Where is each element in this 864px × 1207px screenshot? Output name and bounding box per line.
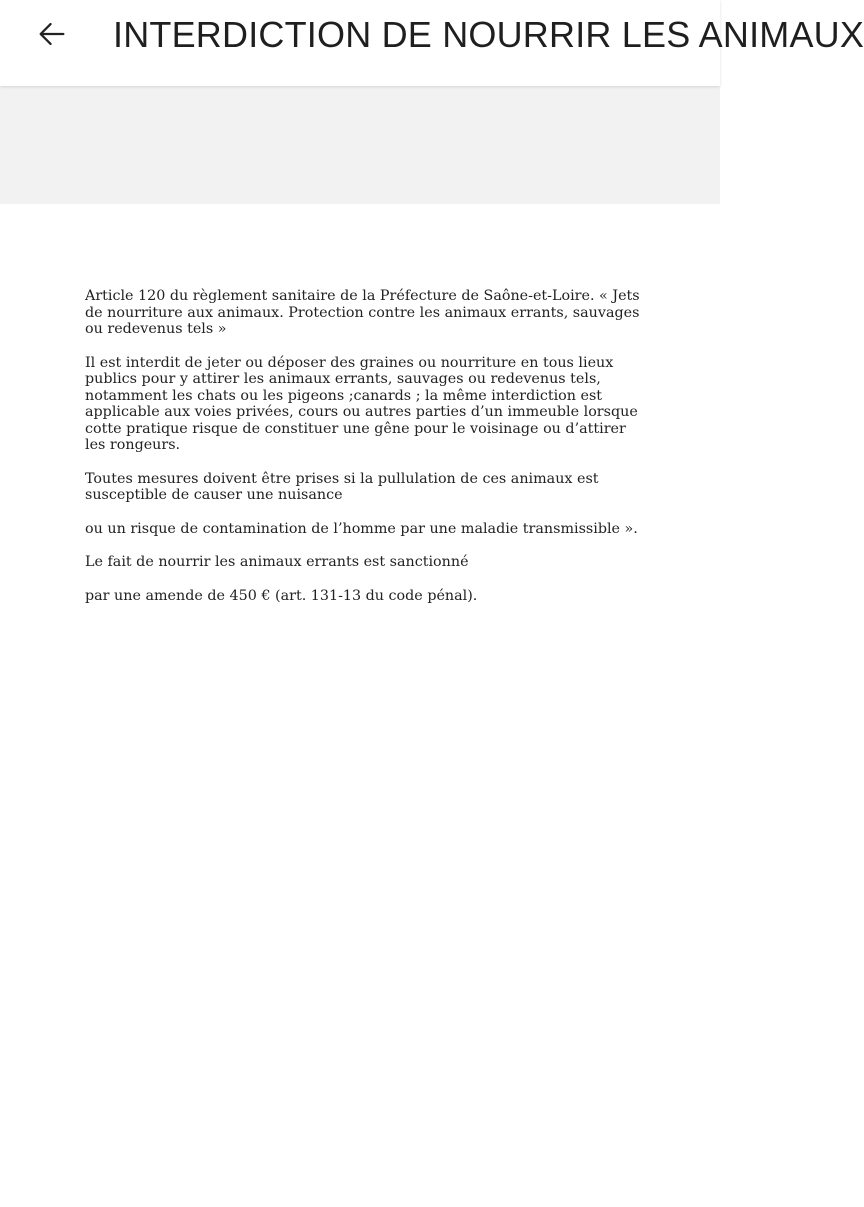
page-title: INTERDICTION DE NOURRIR LES ANIMAUX	[113, 14, 864, 55]
top-app-bar	[0, 0, 864, 86]
paragraph-interdiction: Il est interdit de jeter ou déposer des graines ou nourriture en tous lieux publics pour y attirer les animaux errants, sauvages ou redevenus tels, notamment les chats ou les pigeons ;canards ; la même interdiction est applicable aux voies privées, cours ou autres parties d’un immeuble lorsque cotte pratique risque de constituer une gêne pour le voisinage ou d’attirer les rongeurs.	[85, 354, 638, 453]
arrow-left-icon	[35, 17, 69, 51]
paragraph-article: Article 120 du règlement sanitaire de la Préfecture de Saône-et-Loire. « Jets de nourriture aux animaux. Protection contre les animaux errants, sauvages ou redevenus tels »	[85, 288, 640, 337]
paragraph-mesures: Toutes mesures doivent être prises si la pullulation de ces animaux est susceptible de causer une nuisance	[85, 470, 599, 503]
document-body	[85, 288, 645, 621]
paragraph-sanction: Le fait de nourrir les animaux errants est sanctionné	[85, 554, 469, 570]
paragraph-contamination: ou un risque de contamination de l’homme par une maladie transmissible ».	[85, 520, 638, 537]
paragraph-amende: par une amende de 450 € (art. 131-13 du code pénal).	[85, 587, 478, 604]
banner-area	[0, 86, 720, 204]
back-button[interactable]	[22, 11, 82, 57]
